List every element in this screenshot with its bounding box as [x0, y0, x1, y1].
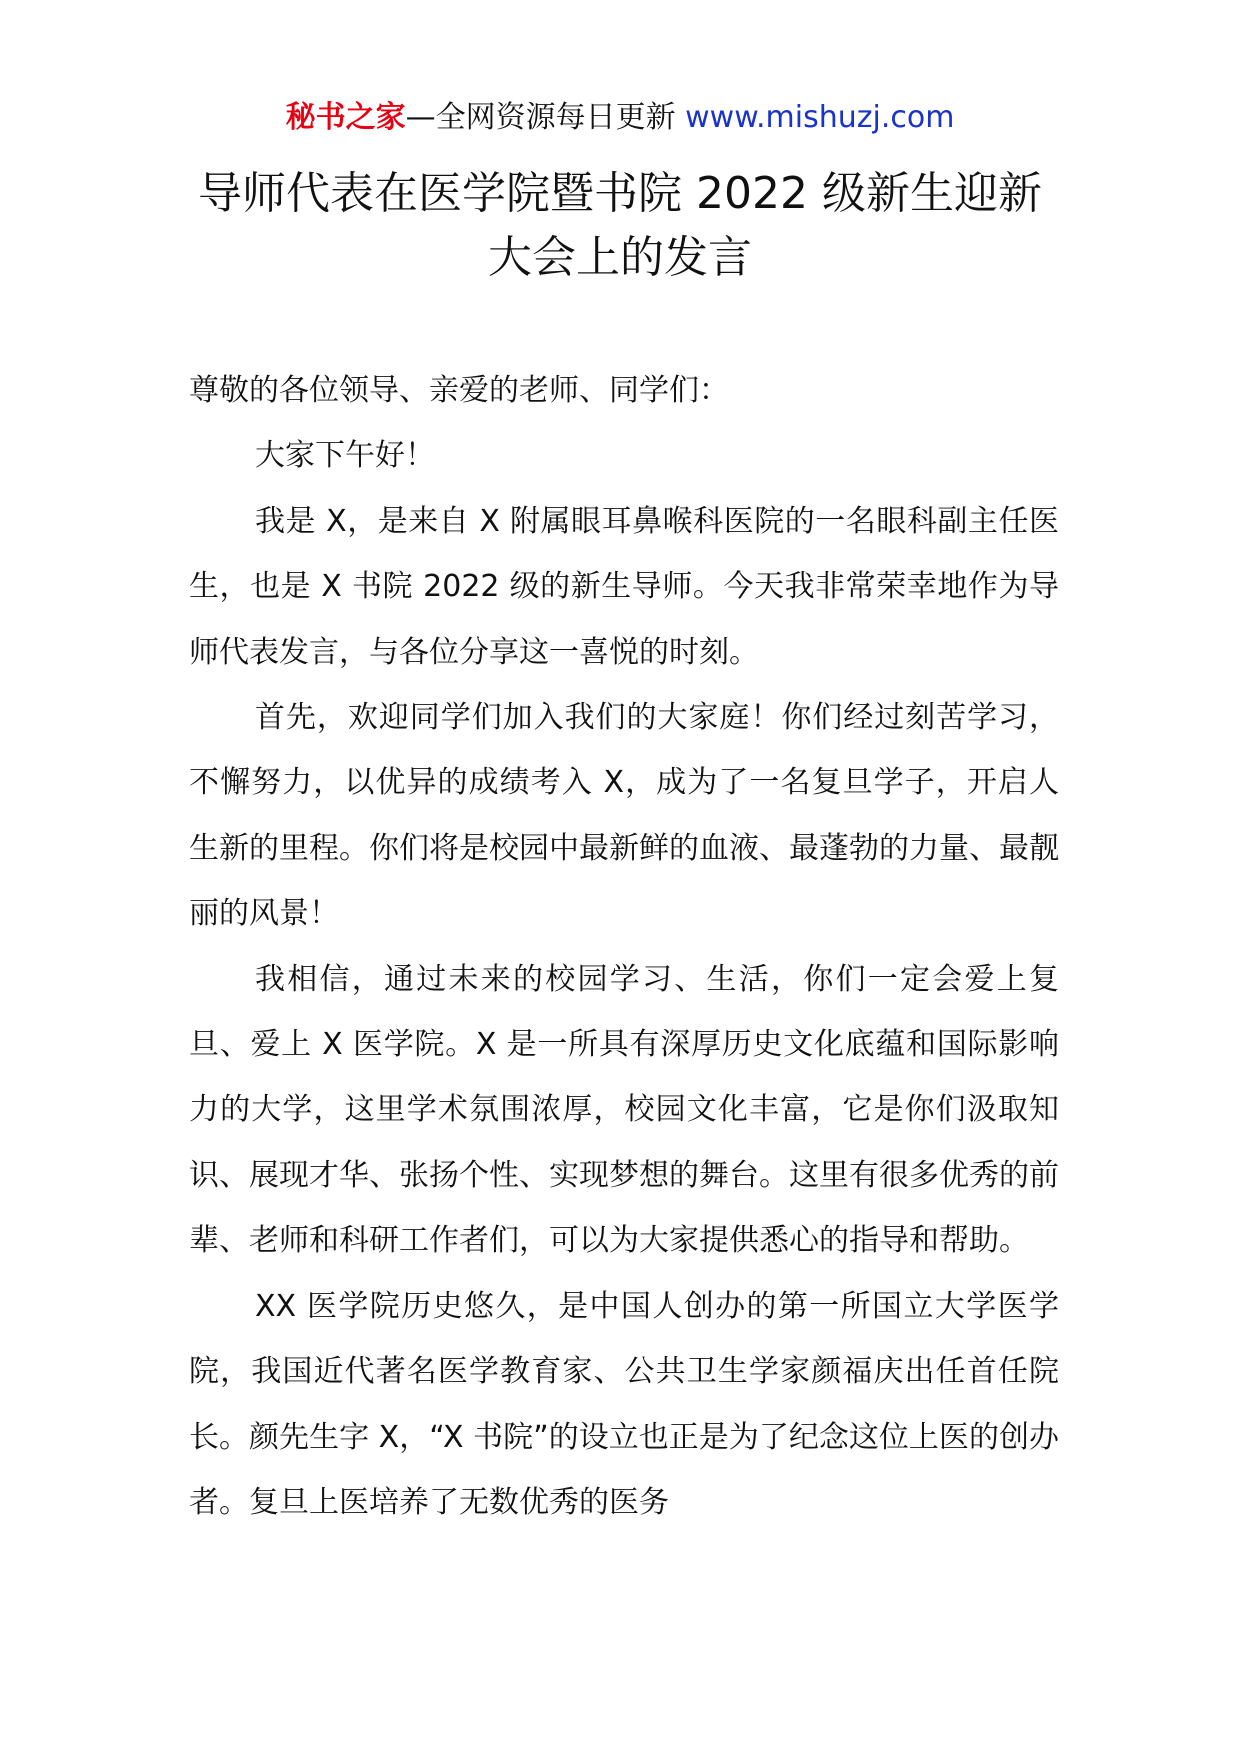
site-header: [0, 98, 1240, 138]
paragraph-introduction: 我是 X，是来自 X 附属眼耳鼻喉科医院的一名眼科副主任医生，也是 X 书院 2022 级的新生导师。今天我非常荣幸地作为导师代表发言，与各位分享这一喜悦的时刻。: [189, 503, 1059, 670]
document-title: 导师代表在医学院暨书院 2022 级新生迎新大会上的发言: [198, 168, 1042, 283]
paragraph-greeting: 大家下午好！: [255, 438, 435, 474]
paragraph-history: XX 医学院历史悠久，是中国人创办的第一所国立大学医学院，我国近代著名医学教育家、公共卫生学家颜福庆出任首任院长。颜先生字 X，“X 书院”的设立也正是为了纪念这位上医的创办者。复旦上医培养了无数优秀的医务: [189, 1288, 1059, 1520]
site-tagline: —全网资源每日更新: [405, 100, 676, 135]
paragraph-university: 我相信，通过未来的校园学习、生活，你们一定会爱上复旦、爱上 X 医学院。X 是一所具有深厚历史文化底蕴和国际影响力的大学，这里学术氛围浓厚，校园文化丰富，它是你们汲取知识、展现才华、张扬个性、实现梦想的舞台。这里有很多优秀的前辈、老师和科研工作者们，可以为大家提供悉心的指导和帮助。: [189, 961, 1059, 1259]
paragraph-welcome: 首先，欢迎同学们加入我们的大家庭！你们经过刻苦学习，不懈努力，以优异的成绩考入 X，成为了一名复旦学子，开启人生新的里程。你们将是校园中最新鲜的血液、最蓬勃的力量、最靓丽的风景！: [189, 700, 1059, 932]
document-body: [189, 358, 1059, 1535]
site-url-link[interactable]: www.mishuzj.com: [685, 100, 955, 135]
paragraph-salutation: 尊敬的各位领导、亲爱的老师、同学们：: [189, 373, 729, 408]
site-brand: 秘书之家: [285, 100, 406, 135]
